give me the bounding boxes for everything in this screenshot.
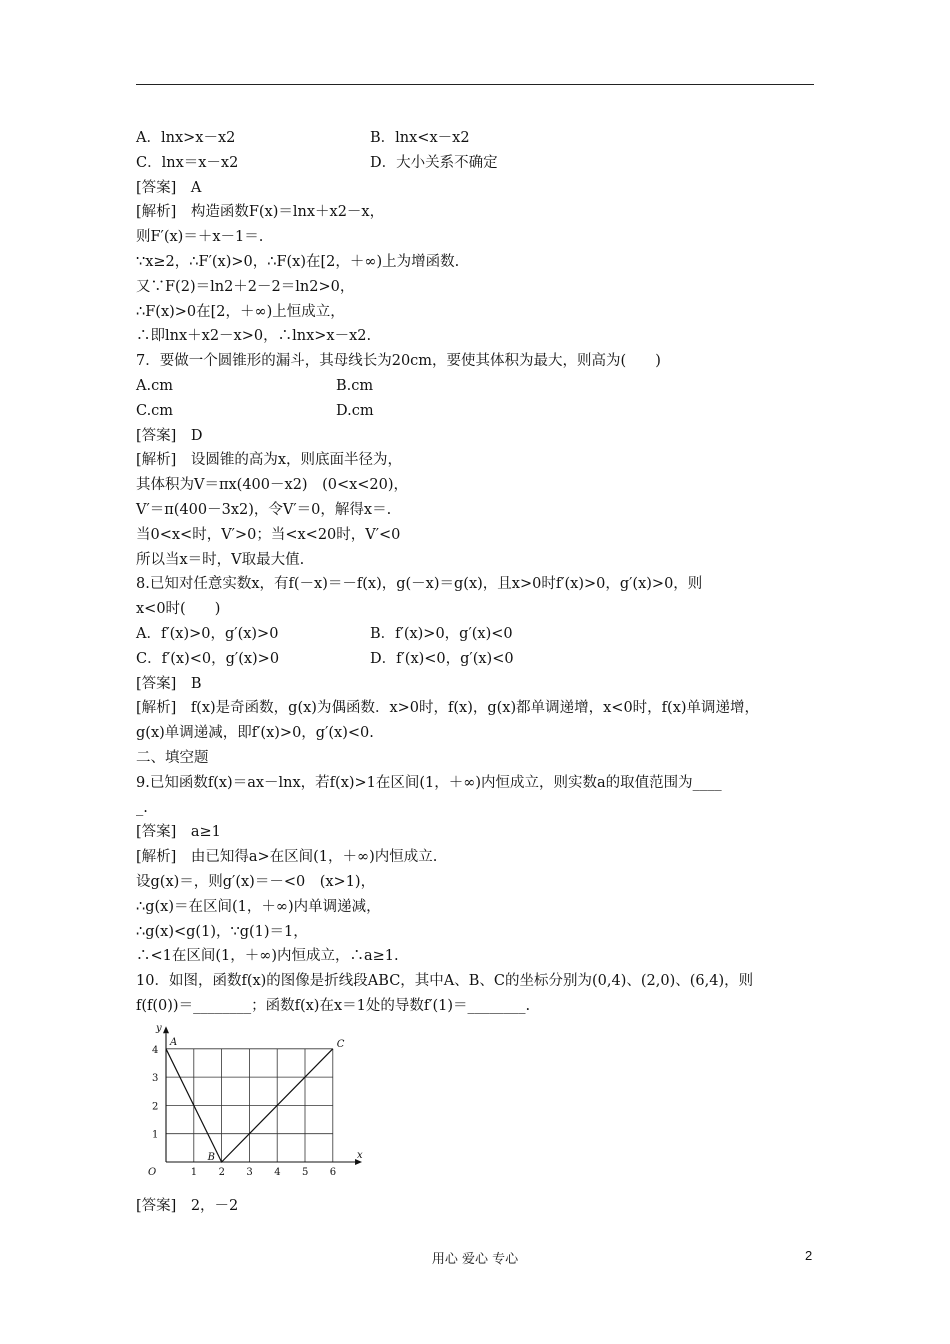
text-line: [解析] 构造函数F(x)＝lnx＋x2－x，: [136, 204, 385, 221]
text-line: [答案] B: [136, 675, 202, 692]
text-line: 所以当x＝时，V取最大值.: [136, 551, 305, 568]
text-line: ∴<1在区间(1，＋∞)内恒成立，∴a≥1.: [136, 948, 399, 965]
graph-figure: [140, 1018, 370, 1188]
choice-option: D．f′(x)<0，g′(x)<0: [370, 650, 514, 667]
page-footer: [0, 1248, 950, 1268]
x-tick-label: 6: [329, 1167, 337, 1178]
choice-row: [136, 647, 826, 672]
choice-option: B．f′(x)>0，g′(x)<0: [370, 625, 513, 642]
text-line: 当0<x<时，V′>0；当<x<20时，V′<0: [136, 526, 401, 543]
text-line: 又∵F(2)＝ln2＋2－2＝ln2>0，: [136, 278, 355, 295]
choice-option: C．f′(x)<0，g′(x)>0: [136, 650, 280, 667]
choice-option: C.cm: [136, 402, 174, 419]
choice-option: A．f′(x)>0，g′(x)>0: [136, 625, 279, 642]
y-tick-label: 3: [152, 1073, 159, 1085]
text-line: 设g(x)＝，则g′(x)＝－<0 (x>1)，: [136, 873, 376, 890]
x-tick-label: 1: [190, 1167, 198, 1178]
text-line: 9.已知函数f(x)＝ax－lnx，若f(x)>1在区间(1，＋∞)内恒成立，则实数a的取值范围为____: [136, 774, 722, 791]
choice-option: A.cm: [136, 377, 173, 394]
choice-option: C．lnx＝x－x2: [136, 154, 239, 171]
x-axis-label: x: [357, 1150, 363, 1161]
text-line: [解析] f(x)是奇函数，g(x)为偶函数．x>0时，f(x)，g(x)都单调递增，x<0时，f(x)单调递增，: [136, 700, 760, 717]
choice-option: D.cm: [336, 402, 374, 419]
answer-line: [答案] 2，－2: [136, 1198, 239, 1214]
text-line: f(f(0))＝________；函数f(x)在x＝1处的导数f′(1)＝________.: [136, 997, 531, 1014]
point-label: B: [207, 1152, 215, 1163]
header-rule: [136, 84, 814, 85]
choice-row: [136, 126, 826, 151]
text-line: 8.已知对任意实数x，有f(－x)＝－f(x)，g(－x)＝g(x)，且x>0时f′(x)>0，g′(x)>0，则: [136, 576, 703, 593]
choice-option: B．lnx<x－x2: [370, 130, 470, 146]
text-line: ∴F(x)>0在[2，＋∞)上恒成立，: [136, 303, 345, 320]
y-tick-label: 2: [152, 1101, 159, 1113]
text-line: [答案] a≥1: [136, 824, 221, 841]
text-line: V′＝π(400－3x2)，令V′＝0，解得x＝.: [136, 501, 392, 518]
point-label: C: [336, 1038, 345, 1050]
text-line: 其体积为V＝πx(400－x2) (0<x<20)，: [136, 477, 409, 494]
text-line: 10．如图，函数f(x)的图像是折线段ABC，其中A、B、C的坐标分别为(0,4)、(2,0)、(6,4)，则: [136, 973, 754, 990]
text-line: [解析] 设圆锥的高为x，则底面半径为，: [136, 452, 402, 469]
text-line: x<0时( ): [136, 601, 221, 618]
origin-label: O: [148, 1167, 157, 1178]
y-axis-label: y: [156, 1023, 162, 1035]
text-line: ∴g(x)＝在区间(1，＋∞)内单调递减，: [136, 898, 381, 915]
x-tick-label: 2: [218, 1167, 225, 1178]
x-tick-label: 5: [302, 1167, 309, 1178]
text-line: ∴g(x)<g(1)，∵g(1)＝1，: [136, 923, 308, 940]
text-line: _.: [136, 799, 148, 816]
text-line: [答案] A: [136, 179, 202, 196]
x-tick-label: 3: [246, 1167, 253, 1178]
choice-row: [136, 374, 826, 399]
text-line: ∴即lnx＋x2－x>0，∴lnx>x－x2.: [136, 328, 372, 345]
text-line: g(x)单调递减，即f′(x)>0，g′(x)<0.: [136, 725, 374, 742]
footer-motto: 用心 爱心 专心: [431, 1252, 519, 1267]
page-number: 2: [805, 1248, 813, 1263]
y-tick-label: 4: [152, 1044, 159, 1056]
document-body: [136, 126, 826, 1019]
choice-row: [136, 399, 826, 424]
text-line: [答案] D: [136, 427, 203, 444]
choice-option: D．大小关系不确定: [370, 154, 498, 171]
y-axis-arrow: [163, 1026, 169, 1033]
point-label: A: [170, 1036, 178, 1048]
choice-option: A．lnx>x－x2: [136, 130, 236, 146]
text-line: [解析] 由已知得a>在区间(1，＋∞)内恒成立.: [136, 849, 438, 866]
choice-row: [136, 622, 826, 647]
text-line: ∵x≥2，∴F′(x)>0，∴F(x)在[2，＋∞)上为增函数.: [136, 253, 460, 270]
text-line: 7．要做一个圆锥形的漏斗，其母线长为20cm，要使其体积为最大，则高为( ): [136, 353, 661, 370]
choice-option: B.cm: [336, 377, 374, 394]
text-line: 则F′(x)＝＋x－1＝.: [136, 229, 264, 246]
choice-row: [136, 151, 826, 176]
text-line: 二、填空题: [136, 749, 209, 766]
y-tick-label: 1: [152, 1129, 159, 1141]
x-tick-label: 4: [274, 1167, 281, 1178]
